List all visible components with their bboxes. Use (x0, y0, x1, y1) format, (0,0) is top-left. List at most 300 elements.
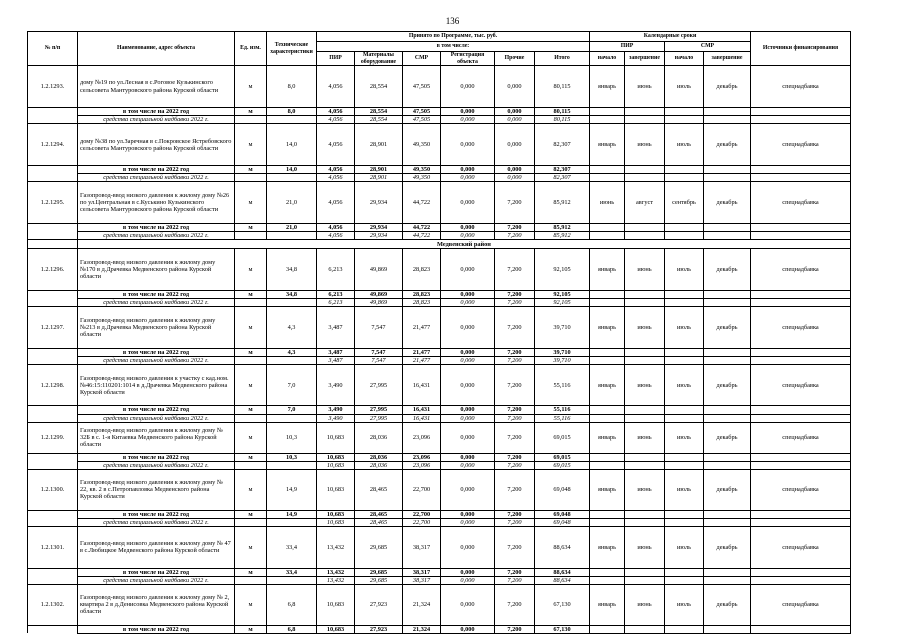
district-name: Медвенский район (78, 240, 851, 249)
unit-cell: м (235, 307, 267, 349)
empty-cell (665, 116, 704, 124)
empty-cell (28, 166, 78, 174)
value-reg: 0,000 (441, 526, 495, 568)
col-smr-start: начало (665, 52, 704, 66)
empty-cell (28, 349, 78, 357)
empty-cell (625, 108, 665, 116)
pir-start: январь (590, 307, 625, 349)
col-smr: СМР (403, 52, 441, 66)
value-reg: 0,000 (441, 365, 495, 406)
value-mat: 29,934 (355, 232, 403, 240)
surcharge-label: средства специальной надбавки 2022 г. (78, 414, 235, 422)
value-mat: 29,685 (355, 526, 403, 568)
value-smr: 28,823 (403, 291, 441, 299)
value-pir: 10,683 (317, 469, 355, 510)
empty-cell (751, 357, 851, 365)
empty-cell (665, 576, 704, 584)
value-pir: 10,683 (317, 510, 355, 518)
smr-start: июль (665, 422, 704, 453)
value-reg: 0,000 (441, 116, 495, 124)
empty-cell (235, 357, 267, 365)
value-oth: 7,200 (495, 518, 535, 526)
value-smr: 38,317 (403, 526, 441, 568)
empty-cell (751, 518, 851, 526)
value-tot: 39,710 (535, 349, 590, 357)
unit-cell: м (235, 166, 267, 174)
empty-cell (751, 625, 851, 633)
empty-cell (704, 625, 751, 633)
empty-cell (704, 174, 751, 182)
smr-start: июль (665, 124, 704, 166)
value-smr: 21,477 (403, 357, 441, 365)
object-name: Газопровод-ввод низкого давления к жилому дому №213 в д.Драчевка Медвенского района Курской области (78, 307, 235, 349)
object-name: Газопровод-ввод низкого давления к жилому дому № 22, кв. 2 в с.Петропавловка Медвенского района Курской области (78, 469, 235, 510)
empty-cell (625, 576, 665, 584)
empty-cell (704, 224, 751, 232)
col-including: в том числе: (317, 42, 590, 52)
table-row (28, 469, 851, 510)
pir-start: январь (590, 526, 625, 568)
surcharge-label: средства специальной надбавки 2022 г. (78, 232, 235, 240)
unit-cell: м (235, 526, 267, 568)
pir-start: январь (590, 422, 625, 453)
empty-cell (235, 116, 267, 124)
year-total-row (28, 568, 851, 576)
year-total-row (28, 406, 851, 414)
smr-end: декабрь (704, 66, 751, 108)
value-tot: 88,634 (535, 576, 590, 584)
value-mat: 29,934 (355, 182, 403, 224)
value-oth: 7,200 (495, 568, 535, 576)
pir-end: июнь (625, 124, 665, 166)
funding-source: спецнадбавка (751, 422, 851, 453)
empty-cell (704, 116, 751, 124)
empty-cell (751, 116, 851, 124)
value-pir: 4,056 (317, 224, 355, 232)
col-no: № п/п (28, 32, 78, 66)
empty-cell (28, 224, 78, 232)
value-reg: 0,000 (441, 461, 495, 469)
table-header (28, 32, 851, 66)
year-total-label: в том числе на 2022 год (78, 453, 235, 461)
value-reg: 0,000 (441, 625, 495, 633)
col-unit: Ед. изм. (235, 32, 267, 66)
empty-cell (704, 510, 751, 518)
year-total-label: в том числе на 2022 год (78, 291, 235, 299)
value-smr: 44,722 (403, 182, 441, 224)
tech-cell: 14,0 (267, 166, 317, 174)
smr-start: июль (665, 526, 704, 568)
empty-cell (267, 518, 317, 526)
surcharge-row (28, 299, 851, 307)
value-oth: 7,200 (495, 349, 535, 357)
value-oth: 7,200 (495, 461, 535, 469)
empty-cell (267, 461, 317, 469)
year-total-row (28, 224, 851, 232)
value-smr: 47,505 (403, 66, 441, 108)
smr-end: декабрь (704, 584, 751, 625)
value-tot: 55,116 (535, 365, 590, 406)
value-smr: 22,700 (403, 518, 441, 526)
value-mat: 28,554 (355, 108, 403, 116)
empty-cell (751, 453, 851, 461)
empty-cell (590, 406, 625, 414)
value-oth: 7,200 (495, 291, 535, 299)
empty-cell (590, 453, 625, 461)
value-oth: 7,200 (495, 469, 535, 510)
unit-cell: м (235, 453, 267, 461)
value-oth: 7,200 (495, 249, 535, 291)
empty-cell (751, 299, 851, 307)
smr-end: декабрь (704, 526, 751, 568)
empty-cell (751, 568, 851, 576)
empty-cell (267, 116, 317, 124)
empty-cell (625, 461, 665, 469)
year-total-label: в том числе на 2022 год (78, 224, 235, 232)
col-other: Прочие (495, 52, 535, 66)
empty-cell (625, 414, 665, 422)
value-reg: 0,000 (441, 422, 495, 453)
value-pir: 13,432 (317, 576, 355, 584)
unit-cell: м (235, 568, 267, 576)
unit-cell: м (235, 625, 267, 633)
value-pir: 4,056 (317, 124, 355, 166)
value-mat: 27,923 (355, 625, 403, 633)
empty-cell (625, 166, 665, 174)
object-name: Газопровод-ввод низкого давления к жилому дому № 2, квартира 2 в д.Денисовка Медвенского района Курской области (78, 584, 235, 625)
value-tot: 80,115 (535, 66, 590, 108)
value-smr: 44,722 (403, 232, 441, 240)
empty-cell (704, 461, 751, 469)
value-reg: 0,000 (441, 66, 495, 108)
empty-cell (590, 174, 625, 182)
empty-cell (267, 232, 317, 240)
pir-end: июнь (625, 469, 665, 510)
empty-cell (267, 357, 317, 365)
empty-cell (235, 518, 267, 526)
empty-cell (28, 453, 78, 461)
unit-cell: м (235, 182, 267, 224)
empty-cell (28, 406, 78, 414)
empty-cell (625, 224, 665, 232)
value-pir: 4,056 (317, 108, 355, 116)
value-smr: 22,700 (403, 469, 441, 510)
value-tot: 92,105 (535, 291, 590, 299)
smr-start: июль (665, 469, 704, 510)
empty-cell (665, 625, 704, 633)
empty-cell (625, 510, 665, 518)
year-total-label: в том числе на 2022 год (78, 406, 235, 414)
value-tot: 85,912 (535, 232, 590, 240)
empty-cell (625, 299, 665, 307)
empty-cell (665, 349, 704, 357)
value-mat: 28,465 (355, 469, 403, 510)
year-total-row (28, 108, 851, 116)
value-reg: 0,000 (441, 108, 495, 116)
value-reg: 0,000 (441, 232, 495, 240)
value-pir: 4,056 (317, 116, 355, 124)
value-tot: 88,634 (535, 526, 590, 568)
empty-cell (704, 406, 751, 414)
value-mat: 27,923 (355, 584, 403, 625)
funding-source: спецнадбавка (751, 584, 851, 625)
empty-cell (704, 453, 751, 461)
year-total-label: в том числе на 2022 год (78, 166, 235, 174)
empty-cell (751, 414, 851, 422)
funding-source: спецнадбавка (751, 307, 851, 349)
empty-cell (235, 232, 267, 240)
object-name: Газопровод-ввод низкого давления к жилому дому № 32Б в с. 1-я Китаевка Медвенского района Курской области (78, 422, 235, 453)
surcharge-row (28, 518, 851, 526)
page-number: 136 (445, 16, 460, 26)
empty-cell (665, 166, 704, 174)
empty-cell (751, 291, 851, 299)
value-reg: 0,000 (441, 291, 495, 299)
pir-end: июнь (625, 365, 665, 406)
col-smr-end: завершение (704, 52, 751, 66)
empty-cell (665, 299, 704, 307)
value-smr: 16,431 (403, 365, 441, 406)
smr-start: июль (665, 249, 704, 291)
surcharge-label: средства специальной надбавки 2022 г. (78, 461, 235, 469)
empty-cell (665, 357, 704, 365)
empty-cell (704, 518, 751, 526)
empty-cell (704, 357, 751, 365)
surcharge-row (28, 414, 851, 422)
surcharge-label: средства специальной надбавки 2022 г. (78, 116, 235, 124)
empty-cell (625, 453, 665, 461)
value-mat: 28,901 (355, 174, 403, 182)
object-name: дому №19 по ул.Лесная в с.Роговое Кузькинского сельсовета Мантуровского района Курской области (78, 66, 235, 108)
value-oth: 0,000 (495, 124, 535, 166)
value-mat: 28,465 (355, 510, 403, 518)
year-total-label: в том числе на 2022 год (78, 510, 235, 518)
empty-cell (235, 174, 267, 182)
value-pir: 10,683 (317, 518, 355, 526)
value-smr: 23,096 (403, 422, 441, 453)
value-mat: 27,995 (355, 365, 403, 406)
empty-cell (590, 166, 625, 174)
empty-cell (625, 349, 665, 357)
table-row (28, 526, 851, 568)
funding-source: спецнадбавка (751, 124, 851, 166)
row-number: 1.2.1293. (28, 66, 78, 108)
value-pir: 4,056 (317, 166, 355, 174)
value-pir: 3,490 (317, 406, 355, 414)
empty-cell (704, 291, 751, 299)
empty-cell (267, 414, 317, 422)
object-name: Газопровод-ввод низкого давления к жилому дому № 47 в с.Любицкое Медвенского района Курской области (78, 526, 235, 568)
pir-start: январь (590, 365, 625, 406)
value-oth: 7,200 (495, 406, 535, 414)
surcharge-label: средства специальной надбавки 2022 г. (78, 576, 235, 584)
value-reg: 0,000 (441, 357, 495, 365)
empty-cell (665, 174, 704, 182)
empty-cell (704, 166, 751, 174)
empty-cell (28, 510, 78, 518)
pir-end: июнь (625, 422, 665, 453)
value-oth: 7,200 (495, 576, 535, 584)
empty-cell (590, 625, 625, 633)
funding-source: спецнадбавка (751, 526, 851, 568)
smr-start: июль (665, 584, 704, 625)
value-smr: 21,324 (403, 584, 441, 625)
value-oth: 7,200 (495, 182, 535, 224)
value-pir: 6,213 (317, 291, 355, 299)
empty-cell (28, 518, 78, 526)
value-mat: 28,901 (355, 124, 403, 166)
empty-cell (704, 108, 751, 116)
smr-end: декабрь (704, 365, 751, 406)
empty-cell (704, 576, 751, 584)
empty-cell (235, 576, 267, 584)
col-registration: Регистрация объекта (441, 52, 495, 66)
value-mat: 29,685 (355, 576, 403, 584)
value-mat: 28,554 (355, 66, 403, 108)
value-oth: 7,200 (495, 365, 535, 406)
value-pir: 4,056 (317, 174, 355, 182)
value-smr: 38,317 (403, 576, 441, 584)
smr-end: декабрь (704, 182, 751, 224)
value-mat: 27,995 (355, 406, 403, 414)
col-cal-pir: ПИР (590, 42, 665, 52)
pir-start: январь (590, 66, 625, 108)
smr-start: июль (665, 66, 704, 108)
value-tot: 69,015 (535, 461, 590, 469)
tech-cell: 8,0 (267, 108, 317, 116)
empty-cell (704, 299, 751, 307)
unit-cell: м (235, 66, 267, 108)
value-oth: 0,000 (495, 166, 535, 174)
empty-cell (590, 116, 625, 124)
tech-cell: 14,0 (267, 124, 317, 166)
unit-cell: м (235, 510, 267, 518)
value-mat: 29,934 (355, 224, 403, 232)
year-total-label: в том числе на 2022 год (78, 349, 235, 357)
empty-cell (665, 291, 704, 299)
value-reg: 0,000 (441, 224, 495, 232)
funding-source: спецнадбавка (751, 66, 851, 108)
smr-start: июль (665, 307, 704, 349)
funding-source: спецнадбавка (751, 365, 851, 406)
table-row (28, 66, 851, 108)
value-pir: 3,487 (317, 349, 355, 357)
empty-cell (751, 510, 851, 518)
value-mat: 27,995 (355, 414, 403, 422)
empty-cell (590, 461, 625, 469)
empty-cell (28, 299, 78, 307)
empty-cell (590, 568, 625, 576)
value-oth: 7,200 (495, 232, 535, 240)
col-pir-end: завершение (625, 52, 665, 66)
empty-cell (28, 232, 78, 240)
col-tech: Технические характеристики (267, 32, 317, 66)
col-name: Наименование, адрес объекта (78, 32, 235, 66)
value-tot: 69,048 (535, 518, 590, 526)
value-reg: 0,000 (441, 166, 495, 174)
empty-cell (751, 461, 851, 469)
value-mat: 29,685 (355, 568, 403, 576)
value-reg: 0,000 (441, 518, 495, 526)
object-name: Газопровод-ввод низкого давления к участку с кад.ном. №46:15:110201:1014 в д.Драчевка Медвенского района Курской области (78, 365, 235, 406)
empty-cell (235, 299, 267, 307)
empty-cell (625, 357, 665, 365)
value-oth: 7,200 (495, 526, 535, 568)
value-reg: 0,000 (441, 414, 495, 422)
empty-cell (28, 576, 78, 584)
empty-cell (590, 349, 625, 357)
row-number: 1.2.1295. (28, 182, 78, 224)
value-mat: 49,869 (355, 249, 403, 291)
tech-cell: 21,0 (267, 224, 317, 232)
value-oth: 7,200 (495, 299, 535, 307)
value-smr: 23,096 (403, 461, 441, 469)
unit-cell: м (235, 249, 267, 291)
empty-cell (704, 568, 751, 576)
value-smr: 38,317 (403, 568, 441, 576)
value-reg: 0,000 (441, 584, 495, 625)
tech-cell: 33,4 (267, 526, 317, 568)
value-reg: 0,000 (441, 453, 495, 461)
value-tot: 55,116 (535, 414, 590, 422)
value-mat: 28,036 (355, 453, 403, 461)
pir-end: июнь (625, 526, 665, 568)
empty-cell (590, 299, 625, 307)
empty-cell (590, 414, 625, 422)
smr-end: декабрь (704, 249, 751, 291)
value-oth: 0,000 (495, 174, 535, 182)
value-mat: 7,547 (355, 349, 403, 357)
empty-cell (625, 625, 665, 633)
empty-cell (28, 116, 78, 124)
surcharge-row (28, 357, 851, 365)
value-oth: 7,200 (495, 224, 535, 232)
surcharge-row (28, 116, 851, 124)
value-pir: 3,487 (317, 357, 355, 365)
value-pir: 10,683 (317, 461, 355, 469)
row-number: 1.2.1300. (28, 469, 78, 510)
value-pir: 4,056 (317, 182, 355, 224)
unit-cell: м (235, 469, 267, 510)
value-mat: 7,547 (355, 357, 403, 365)
value-pir: 6,213 (317, 249, 355, 291)
pir-start: январь (590, 124, 625, 166)
table-row (28, 365, 851, 406)
col-pir: ПИР (317, 52, 355, 66)
value-reg: 0,000 (441, 182, 495, 224)
empty-cell (28, 568, 78, 576)
row-number: 1.2.1299. (28, 422, 78, 453)
value-pir: 13,432 (317, 526, 355, 568)
value-smr: 49,350 (403, 124, 441, 166)
value-smr: 49,350 (403, 166, 441, 174)
value-mat: 49,869 (355, 299, 403, 307)
value-oth: 7,200 (495, 625, 535, 633)
col-total: Итого (535, 52, 590, 66)
tech-cell: 4,3 (267, 349, 317, 357)
value-tot: 82,307 (535, 174, 590, 182)
pir-end: июнь (625, 249, 665, 291)
empty-cell (751, 108, 851, 116)
col-cal-smr: СМР (665, 42, 751, 52)
value-reg: 0,000 (441, 510, 495, 518)
value-tot: 67,130 (535, 625, 590, 633)
pir-start: январь (590, 469, 625, 510)
empty-cell (704, 232, 751, 240)
unit-cell: м (235, 291, 267, 299)
empty-cell (665, 224, 704, 232)
value-oth: 7,200 (495, 422, 535, 453)
